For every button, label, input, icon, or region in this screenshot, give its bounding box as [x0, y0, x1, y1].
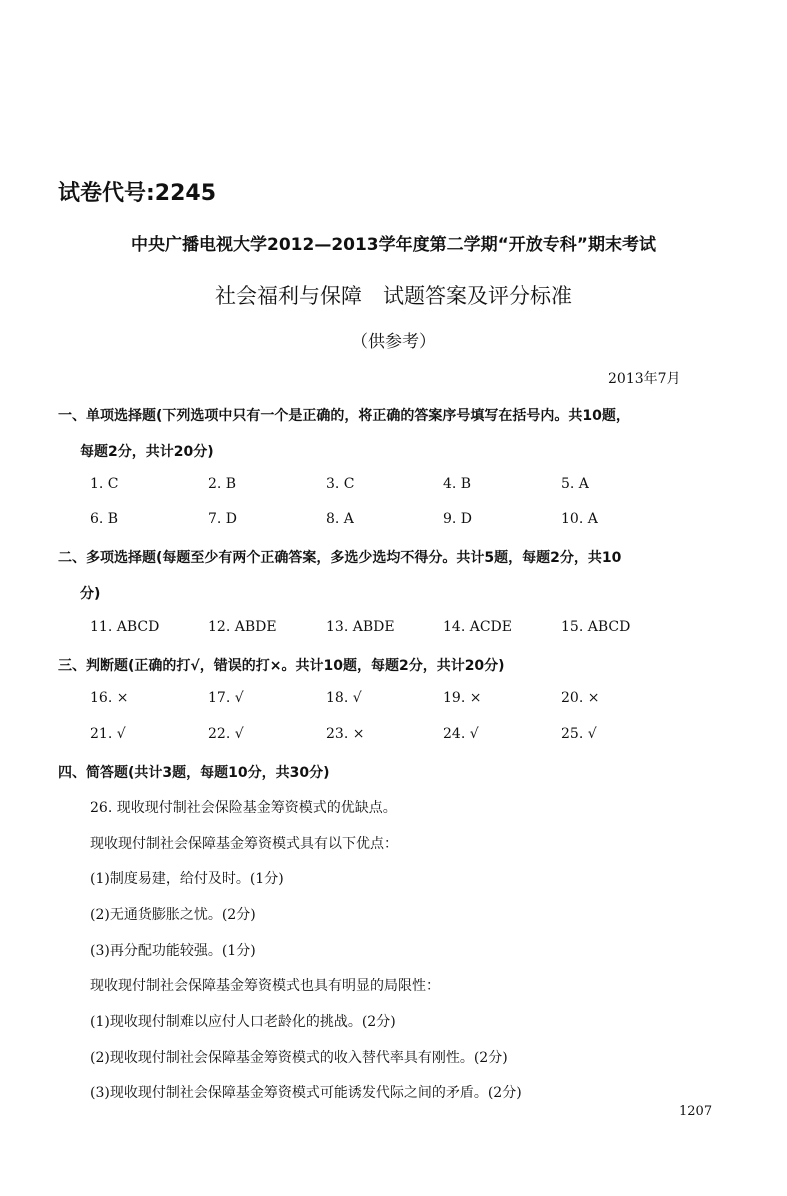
- section2-heading-cont: 分): [80, 586, 101, 602]
- answer-item: 15. ABCD: [561, 619, 631, 635]
- exam-title: 中央广播电视大学2012—2013学年度第二学期“开放专科”期末考试: [131, 235, 656, 255]
- answer-line: 现收现付制社会保障基金筹资模式具有以下优点：: [90, 836, 398, 852]
- answer-item: 24. √: [443, 726, 479, 742]
- answer-item: 5. A: [561, 476, 589, 492]
- section4-heading: 四、简答题(共计3题，每题10分，共30分): [58, 765, 330, 781]
- answer-item: 7. D: [208, 511, 238, 527]
- answer-item: 18. √: [326, 690, 362, 706]
- answer-line: (3)再分配功能较强。(1分): [90, 943, 256, 959]
- section1-heading: 一、单项选择题(下列选项中只有一个是正确的，将正确的答案序号填写在括号内。共10题，: [58, 408, 630, 424]
- subject-title: 社会福利与保障 试题答案及评分标准: [215, 284, 572, 308]
- answer-line: (3)现收现付制社会保障基金筹资模式可能诱发代际之间的矛盾。(2分): [90, 1085, 522, 1101]
- answer-item: 2. B: [208, 476, 237, 492]
- answer-item: 6. B: [90, 511, 119, 527]
- answer-item: 14. ACDE: [443, 619, 512, 635]
- answer-line: 现收现付制社会保障基金筹资模式也具有明显的局限性：: [90, 978, 440, 994]
- answer-item: 16. ×: [90, 690, 129, 706]
- answer-line: (2)现收现付制社会保障基金筹资模式的收入替代率具有刚性。(2分): [90, 1050, 508, 1066]
- section1-heading-cont: 每题2分，共计20分): [80, 444, 214, 460]
- answer-line: (2)无通货膨胀之忧。(2分): [90, 907, 256, 923]
- answer-item: 8. A: [326, 511, 354, 527]
- answer-item: 9. D: [443, 511, 473, 527]
- answer-item: 4. B: [443, 476, 472, 492]
- answer-line: (1)制度易建，给付及时。(1分): [90, 871, 284, 887]
- answer-item: 13. ABDE: [326, 619, 395, 635]
- answer-item: 19. ×: [443, 690, 482, 706]
- answer-item: 25. √: [561, 726, 597, 742]
- answer-item: 22. √: [208, 726, 244, 742]
- answer-item: 11. ABCD: [90, 619, 160, 635]
- page-number: 1207: [679, 1104, 713, 1119]
- answer-item: 23. ×: [326, 726, 365, 742]
- answer-line: (1)现收现付制难以应付人口老龄化的挑战。(2分): [90, 1014, 396, 1030]
- paper-code: 试卷代号:2245: [58, 181, 217, 206]
- exam-date: 2013年7月: [608, 371, 681, 387]
- answer-item: 1. C: [90, 476, 119, 492]
- answer-item: 20. ×: [561, 690, 600, 706]
- answer-item: 21. √: [90, 726, 126, 742]
- section3-heading: 三、判断题(正确的打√，错误的打×。共计10题，每题2分，共计20分): [58, 658, 505, 674]
- answer-item: 3. C: [326, 476, 355, 492]
- answer-item: 17. √: [208, 690, 244, 706]
- question-26: 26. 现收现付制社会保险基金筹资模式的优缺点。: [90, 800, 397, 816]
- answer-item: 10. A: [561, 511, 598, 527]
- answer-item: 12. ABDE: [208, 619, 277, 635]
- section2-heading: 二、多项选择题(每题至少有两个正确答案，多选少选均不得分。共计5题，每题2分，共10: [58, 550, 622, 566]
- reference-note: （供参考）: [351, 332, 436, 352]
